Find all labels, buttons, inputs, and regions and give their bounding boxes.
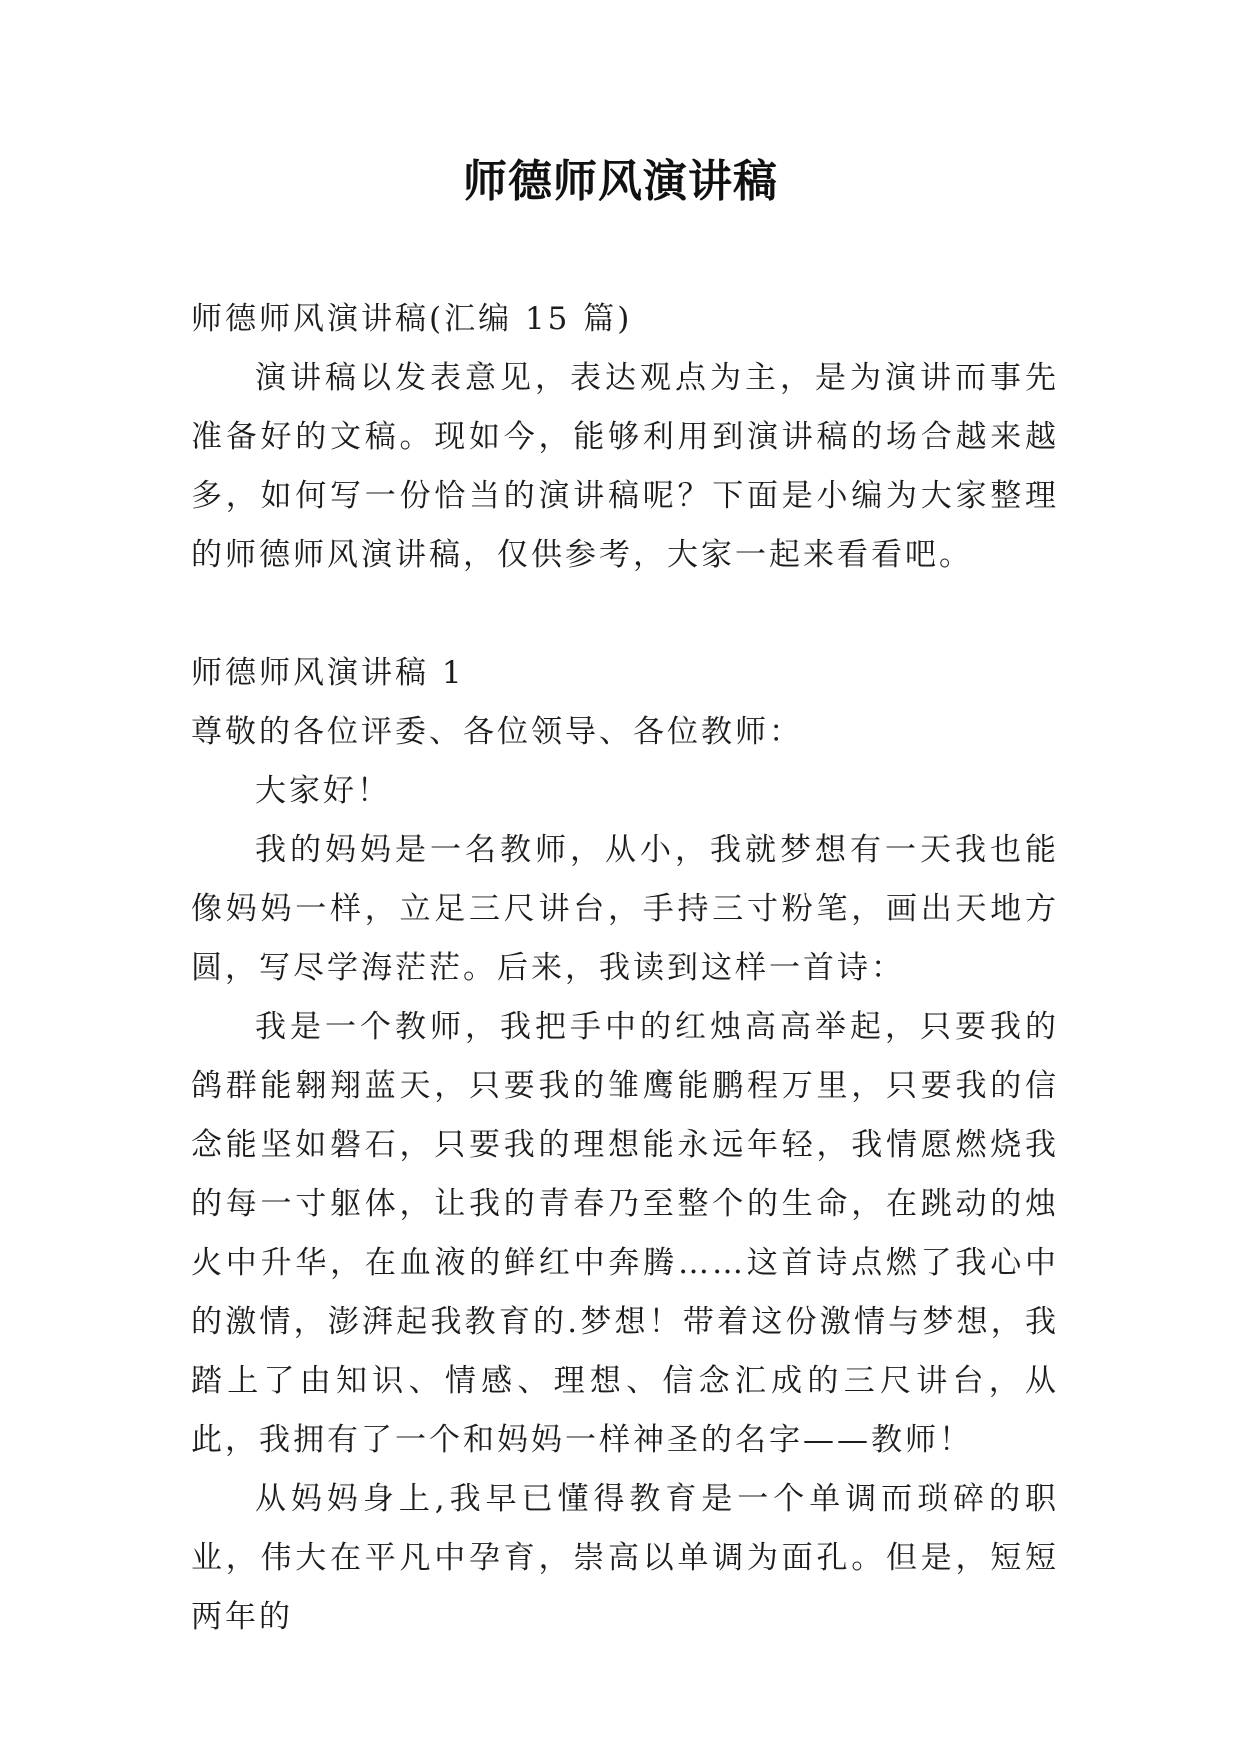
body-paragraph: 我是一个教师，我把手中的红烛高高举起，只要我的鸽群能翱翔蓝天，只要我的雏鹰能鹏程万里，只要我的信念能坚如磐石，只要我的理想能永远年轻，我情愿燃烧我的每一寸躯体，让我的青春乃至整个的生命，在跳动的烛火中升华，在血液的鲜红中奔腾……这首诗点燃了我心中的激情，澎湃起我教育的.梦想！带着这份激情与梦想，我踏上了由知识、情感、理想、信念汇成的三尺讲台，从此，我拥有了一个和妈妈一样神圣的名字——教师！: [191, 1009, 1059, 1458]
greeting: 大家好！: [255, 773, 391, 809]
body-paragraph: 从妈妈身上,我早已懂得教育是一个单调而琐碎的职业，伟大在平凡中孕育，崇高以单调为面孔。但是，短短两年的: [191, 1481, 1059, 1635]
section-heading: 师德师风演讲稿 1: [191, 655, 465, 691]
document-subtitle: 师德师风演讲稿(汇编 15 篇): [191, 301, 633, 337]
body-paragraph: 我的妈妈是一名教师，从小，我就梦想有一天我也能像妈妈一样，立足三尺讲台，手持三寸粉笔，画出天地方圆，写尽学海茫茫。后来，我读到这样一首诗：: [191, 832, 1059, 986]
salutation: 尊敬的各位评委、各位领导、各位教师：: [191, 714, 803, 750]
document-title: 师德师风演讲稿: [463, 156, 778, 207]
document-body: [191, 290, 1059, 1647]
intro-paragraph: 演讲稿以发表意见，表达观点为主，是为演讲而事先准备好的文稿。现如今，能够利用到演讲稿的场合越来越多，如何写一份恰当的演讲稿呢？下面是小编为大家整理的师德师风演讲稿，仅供参考，大家一起来看看吧。: [191, 360, 1059, 573]
section-spacer: [191, 585, 1059, 644]
